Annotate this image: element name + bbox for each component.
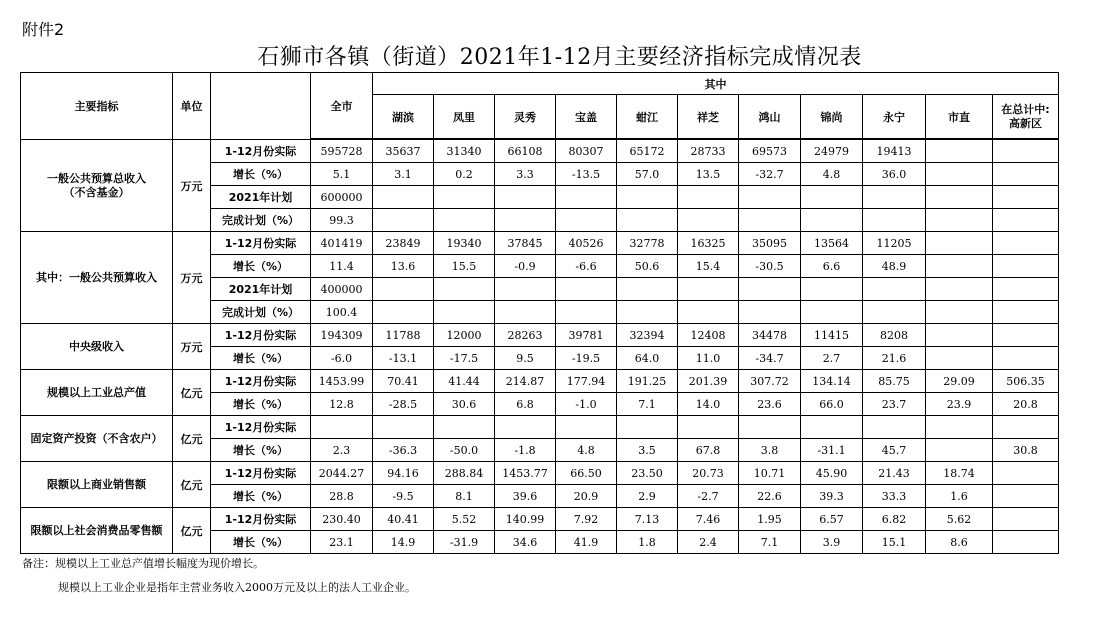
row-label: 增长（%） bbox=[211, 485, 311, 508]
value-cell: -6.0 bbox=[311, 347, 373, 370]
value-cell: 80307 bbox=[556, 140, 617, 163]
table-row bbox=[21, 508, 1059, 531]
indicator-name bbox=[21, 324, 173, 370]
row-label: 1-12月份实际 bbox=[211, 508, 311, 531]
header-town: 永宁 bbox=[863, 95, 926, 139]
row-label: 2021年计划 bbox=[211, 186, 311, 209]
table-row bbox=[21, 140, 1059, 163]
value-cell bbox=[373, 209, 434, 232]
value-cell: 307.72 bbox=[739, 370, 801, 393]
value-cell bbox=[993, 462, 1059, 485]
value-cell: 99.3 bbox=[311, 209, 373, 232]
value-cell: 21.6 bbox=[863, 347, 926, 370]
value-cell: 7.92 bbox=[556, 508, 617, 531]
value-cell: 50.6 bbox=[617, 255, 678, 278]
indicator-name bbox=[21, 462, 173, 508]
value-cell: 2044.27 bbox=[311, 462, 373, 485]
value-cell bbox=[678, 186, 739, 209]
indicator-name-line1: 中央级收入 bbox=[69, 339, 124, 353]
value-cell bbox=[617, 416, 678, 439]
value-cell: -28.5 bbox=[373, 393, 434, 416]
value-cell: -34.7 bbox=[739, 347, 801, 370]
value-cell: 4.8 bbox=[801, 163, 863, 186]
value-cell: 401419 bbox=[311, 232, 373, 255]
row-label: 1-12月份实际 bbox=[211, 370, 311, 393]
value-cell bbox=[373, 278, 434, 301]
header-indicator: 主要指标 bbox=[21, 73, 173, 140]
value-cell bbox=[556, 301, 617, 324]
value-cell bbox=[863, 209, 926, 232]
value-cell: 23.9 bbox=[926, 393, 993, 416]
value-cell: 64.0 bbox=[617, 347, 678, 370]
value-cell: 6.8 bbox=[495, 393, 556, 416]
value-cell: 20.73 bbox=[678, 462, 739, 485]
value-cell: 23849 bbox=[373, 232, 434, 255]
page-title: 石狮市各镇（街道）2021年1-12月主要经济指标完成情况表 bbox=[257, 45, 862, 70]
value-cell: 3.3 bbox=[495, 163, 556, 186]
value-cell bbox=[926, 163, 993, 186]
value-cell: 34.6 bbox=[495, 531, 556, 554]
value-cell: 15.5 bbox=[434, 255, 495, 278]
attachment-label: 附件2 bbox=[22, 20, 65, 39]
value-cell: 134.14 bbox=[801, 370, 863, 393]
value-cell: 33.3 bbox=[863, 485, 926, 508]
value-cell bbox=[495, 301, 556, 324]
value-cell: -19.5 bbox=[556, 347, 617, 370]
header-town: 宝盖 bbox=[556, 95, 617, 139]
value-cell bbox=[801, 301, 863, 324]
value-cell: 8208 bbox=[863, 324, 926, 347]
value-cell: -1.8 bbox=[495, 439, 556, 462]
value-cell: 23.50 bbox=[617, 462, 678, 485]
value-cell: 8.1 bbox=[434, 485, 495, 508]
value-cell: -1.0 bbox=[556, 393, 617, 416]
header-town: 灵秀 bbox=[495, 95, 556, 139]
value-cell bbox=[739, 278, 801, 301]
value-cell: 140.99 bbox=[495, 508, 556, 531]
value-cell bbox=[926, 301, 993, 324]
value-cell: 12000 bbox=[434, 324, 495, 347]
value-cell: 288.84 bbox=[434, 462, 495, 485]
value-cell bbox=[678, 416, 739, 439]
value-cell: 20.9 bbox=[556, 485, 617, 508]
value-cell: 5.62 bbox=[926, 508, 993, 531]
value-cell: 2.3 bbox=[311, 439, 373, 462]
row-label: 1-12月份实际 bbox=[211, 416, 311, 439]
indicator-unit: 万元 bbox=[173, 324, 211, 370]
value-cell bbox=[739, 416, 801, 439]
value-cell bbox=[373, 186, 434, 209]
value-cell bbox=[926, 278, 993, 301]
value-cell: 191.25 bbox=[617, 370, 678, 393]
value-cell: 3.5 bbox=[617, 439, 678, 462]
value-cell bbox=[993, 301, 1059, 324]
value-cell bbox=[801, 278, 863, 301]
value-cell: -13.1 bbox=[373, 347, 434, 370]
value-cell bbox=[863, 278, 926, 301]
row-label: 完成计划（%） bbox=[211, 209, 311, 232]
value-cell: 48.9 bbox=[863, 255, 926, 278]
header-town: 鸿山 bbox=[739, 95, 801, 139]
header-unit: 单位 bbox=[173, 73, 211, 140]
row-label: 2021年计划 bbox=[211, 278, 311, 301]
value-cell: 7.1 bbox=[617, 393, 678, 416]
value-cell: 30.6 bbox=[434, 393, 495, 416]
indicator-unit: 亿元 bbox=[173, 416, 211, 462]
table-row bbox=[21, 232, 1059, 255]
value-cell: 15.4 bbox=[678, 255, 739, 278]
value-cell: 24979 bbox=[801, 140, 863, 163]
value-cell: 66.0 bbox=[801, 393, 863, 416]
value-cell: 28733 bbox=[678, 140, 739, 163]
row-label: 增长（%） bbox=[211, 255, 311, 278]
value-cell: 14.0 bbox=[678, 393, 739, 416]
value-cell: 41.9 bbox=[556, 531, 617, 554]
value-cell bbox=[993, 531, 1059, 554]
value-cell bbox=[495, 416, 556, 439]
value-cell bbox=[993, 485, 1059, 508]
indicator-unit: 亿元 bbox=[173, 370, 211, 416]
value-cell bbox=[863, 301, 926, 324]
value-cell: 13.6 bbox=[373, 255, 434, 278]
value-cell bbox=[617, 186, 678, 209]
value-cell: 19340 bbox=[434, 232, 495, 255]
indicator-name bbox=[21, 370, 173, 416]
value-cell: 22.6 bbox=[739, 485, 801, 508]
value-cell bbox=[434, 186, 495, 209]
value-cell: 11.0 bbox=[678, 347, 739, 370]
value-cell: 28263 bbox=[495, 324, 556, 347]
value-cell: 1.95 bbox=[739, 508, 801, 531]
value-cell: 3.1 bbox=[373, 163, 434, 186]
value-cell: 177.94 bbox=[556, 370, 617, 393]
value-cell bbox=[863, 186, 926, 209]
value-cell: 14.9 bbox=[373, 531, 434, 554]
row-label: 1-12月份实际 bbox=[211, 140, 311, 163]
header-town: 市直 bbox=[926, 95, 993, 139]
value-cell: 13564 bbox=[801, 232, 863, 255]
value-cell: 85.75 bbox=[863, 370, 926, 393]
value-cell bbox=[495, 209, 556, 232]
value-cell: 69573 bbox=[739, 140, 801, 163]
header-city-total: 全市 bbox=[311, 73, 373, 139]
value-cell bbox=[993, 324, 1059, 347]
value-cell: 66108 bbox=[495, 140, 556, 163]
value-cell bbox=[434, 416, 495, 439]
value-cell bbox=[373, 416, 434, 439]
value-cell: 230.40 bbox=[311, 508, 373, 531]
value-cell bbox=[926, 232, 993, 255]
value-cell bbox=[373, 301, 434, 324]
value-cell bbox=[863, 416, 926, 439]
value-cell: 45.7 bbox=[863, 439, 926, 462]
row-label: 1-12月份实际 bbox=[211, 232, 311, 255]
value-cell: 6.6 bbox=[801, 255, 863, 278]
value-cell: -9.5 bbox=[373, 485, 434, 508]
value-cell bbox=[993, 209, 1059, 232]
value-cell: -30.5 bbox=[739, 255, 801, 278]
value-cell bbox=[495, 186, 556, 209]
value-cell bbox=[993, 163, 1059, 186]
value-cell: -31.9 bbox=[434, 531, 495, 554]
value-cell: 201.39 bbox=[678, 370, 739, 393]
value-cell: 12.8 bbox=[311, 393, 373, 416]
row-label: 增长（%） bbox=[211, 393, 311, 416]
header-gaoxin-line1: 在总计中: bbox=[1001, 102, 1050, 116]
value-cell bbox=[993, 347, 1059, 370]
value-cell bbox=[556, 416, 617, 439]
value-cell: 11205 bbox=[863, 232, 926, 255]
value-cell bbox=[556, 186, 617, 209]
value-cell: 67.8 bbox=[678, 439, 739, 462]
header-blank bbox=[211, 73, 311, 140]
value-cell bbox=[739, 209, 801, 232]
value-cell: 6.82 bbox=[863, 508, 926, 531]
value-cell bbox=[617, 209, 678, 232]
indicator-name-line1: 限额以上商业销售额 bbox=[47, 477, 146, 491]
value-cell: 39.3 bbox=[801, 485, 863, 508]
value-cell bbox=[993, 508, 1059, 531]
note-line: 规模以上工业企业是指年主营业务收入2000万元及以上的法人工业企业。 bbox=[58, 581, 416, 594]
value-cell: 23.7 bbox=[863, 393, 926, 416]
indicator-name-line1: 限额以上社会消费品零售额 bbox=[30, 523, 163, 537]
value-cell: 11788 bbox=[373, 324, 434, 347]
value-cell bbox=[993, 416, 1059, 439]
value-cell bbox=[556, 278, 617, 301]
value-cell: 1453.77 bbox=[495, 462, 556, 485]
value-cell: 65172 bbox=[617, 140, 678, 163]
value-cell: 16325 bbox=[678, 232, 739, 255]
value-cell bbox=[926, 209, 993, 232]
value-cell: 7.46 bbox=[678, 508, 739, 531]
value-cell: -32.7 bbox=[739, 163, 801, 186]
value-cell: 32778 bbox=[617, 232, 678, 255]
value-cell bbox=[993, 140, 1059, 163]
value-cell bbox=[311, 416, 373, 439]
value-cell: 36.0 bbox=[863, 163, 926, 186]
value-cell: 2.9 bbox=[617, 485, 678, 508]
indicator-name-line1: 规模以上工业总产值 bbox=[47, 385, 146, 399]
indicator-table bbox=[20, 72, 1059, 554]
value-cell: 20.8 bbox=[993, 393, 1059, 416]
table-row bbox=[21, 324, 1059, 347]
header-town: 凤里 bbox=[434, 95, 495, 139]
value-cell: 31340 bbox=[434, 140, 495, 163]
table-row bbox=[21, 416, 1059, 439]
value-cell: 28.8 bbox=[311, 485, 373, 508]
value-cell bbox=[993, 255, 1059, 278]
value-cell: 13.5 bbox=[678, 163, 739, 186]
value-cell: 30.8 bbox=[993, 439, 1059, 462]
value-cell: 66.50 bbox=[556, 462, 617, 485]
value-cell: -50.0 bbox=[434, 439, 495, 462]
value-cell: 1.6 bbox=[926, 485, 993, 508]
header-gaoxin bbox=[993, 95, 1059, 139]
row-label: 增长（%） bbox=[211, 347, 311, 370]
note-line: 备注：规模以上工业总产值增长幅度为现价增长。 bbox=[22, 557, 264, 570]
value-cell: -13.5 bbox=[556, 163, 617, 186]
value-cell bbox=[993, 186, 1059, 209]
value-cell bbox=[926, 416, 993, 439]
value-cell: 23.1 bbox=[311, 531, 373, 554]
value-cell: 600000 bbox=[311, 186, 373, 209]
value-cell bbox=[926, 186, 993, 209]
value-cell: 8.6 bbox=[926, 531, 993, 554]
value-cell bbox=[926, 255, 993, 278]
value-cell: 214.87 bbox=[495, 370, 556, 393]
value-cell bbox=[617, 301, 678, 324]
value-cell: 5.1 bbox=[311, 163, 373, 186]
value-cell: 6.57 bbox=[801, 508, 863, 531]
value-cell: 2.4 bbox=[678, 531, 739, 554]
header-town: 蚶江 bbox=[617, 95, 678, 139]
value-cell: 11.4 bbox=[311, 255, 373, 278]
value-cell: -36.3 bbox=[373, 439, 434, 462]
header-gaoxin-line2: 高新区 bbox=[1009, 116, 1042, 130]
value-cell: 1453.99 bbox=[311, 370, 373, 393]
value-cell: 7.1 bbox=[739, 531, 801, 554]
indicator-unit: 万元 bbox=[173, 232, 211, 324]
value-cell: -17.5 bbox=[434, 347, 495, 370]
table-row bbox=[21, 462, 1059, 485]
value-cell: 7.13 bbox=[617, 508, 678, 531]
indicator-unit: 亿元 bbox=[173, 508, 211, 554]
value-cell: 506.35 bbox=[993, 370, 1059, 393]
indicator-name-line1: 一般公共预算总收入 bbox=[47, 171, 146, 185]
row-label: 1-12月份实际 bbox=[211, 462, 311, 485]
value-cell bbox=[434, 209, 495, 232]
value-cell: 19413 bbox=[863, 140, 926, 163]
value-cell: 100.4 bbox=[311, 301, 373, 324]
value-cell: 18.74 bbox=[926, 462, 993, 485]
value-cell bbox=[801, 209, 863, 232]
value-cell: 0.2 bbox=[434, 163, 495, 186]
value-cell bbox=[495, 278, 556, 301]
value-cell bbox=[926, 347, 993, 370]
value-cell: 21.43 bbox=[863, 462, 926, 485]
value-cell bbox=[926, 140, 993, 163]
value-cell: -31.1 bbox=[801, 439, 863, 462]
value-cell bbox=[993, 278, 1059, 301]
value-cell bbox=[678, 301, 739, 324]
header-town: 湖滨 bbox=[373, 95, 434, 139]
value-cell bbox=[434, 301, 495, 324]
indicator-name bbox=[21, 508, 173, 554]
value-cell: -2.7 bbox=[678, 485, 739, 508]
value-cell: 37845 bbox=[495, 232, 556, 255]
header-town: 祥芝 bbox=[678, 95, 739, 139]
value-cell: 29.09 bbox=[926, 370, 993, 393]
row-label: 完成计划（%） bbox=[211, 301, 311, 324]
value-cell: 23.6 bbox=[739, 393, 801, 416]
row-label: 1-12月份实际 bbox=[211, 324, 311, 347]
value-cell: 70.41 bbox=[373, 370, 434, 393]
value-cell: 35637 bbox=[373, 140, 434, 163]
value-cell bbox=[678, 278, 739, 301]
header-of-which: 其中 bbox=[373, 73, 1059, 95]
indicator-name-line1: 固定资产投资（不含农户） bbox=[30, 431, 163, 445]
value-cell: 11415 bbox=[801, 324, 863, 347]
row-label: 增长（%） bbox=[211, 439, 311, 462]
value-cell: 39.6 bbox=[495, 485, 556, 508]
value-cell: 400000 bbox=[311, 278, 373, 301]
row-label: 增长（%） bbox=[211, 531, 311, 554]
value-cell: 3.8 bbox=[739, 439, 801, 462]
value-cell bbox=[926, 324, 993, 347]
value-cell bbox=[926, 439, 993, 462]
value-cell: 2.7 bbox=[801, 347, 863, 370]
row-label: 增长（%） bbox=[211, 163, 311, 186]
value-cell: 41.44 bbox=[434, 370, 495, 393]
value-cell: 45.90 bbox=[801, 462, 863, 485]
indicator-unit: 亿元 bbox=[173, 462, 211, 508]
value-cell bbox=[801, 416, 863, 439]
value-cell bbox=[739, 301, 801, 324]
value-cell: -6.6 bbox=[556, 255, 617, 278]
value-cell: -0.9 bbox=[495, 255, 556, 278]
value-cell: 194309 bbox=[311, 324, 373, 347]
value-cell: 3.9 bbox=[801, 531, 863, 554]
notes bbox=[22, 556, 416, 602]
indicator-name-line1: 其中：一般公共预算收入 bbox=[36, 270, 157, 284]
value-cell: 10.71 bbox=[739, 462, 801, 485]
value-cell: 5.52 bbox=[434, 508, 495, 531]
value-cell bbox=[556, 209, 617, 232]
value-cell: 1.8 bbox=[617, 531, 678, 554]
value-cell: 595728 bbox=[311, 140, 373, 163]
table-row bbox=[21, 370, 1059, 393]
value-cell bbox=[617, 278, 678, 301]
value-cell: 94.16 bbox=[373, 462, 434, 485]
indicator-name bbox=[21, 416, 173, 462]
value-cell: 40.41 bbox=[373, 508, 434, 531]
indicator-name bbox=[21, 232, 173, 324]
value-cell bbox=[993, 232, 1059, 255]
indicator-name bbox=[21, 140, 173, 232]
value-cell: 40526 bbox=[556, 232, 617, 255]
value-cell: 15.1 bbox=[863, 531, 926, 554]
value-cell bbox=[739, 186, 801, 209]
indicator-unit: 万元 bbox=[173, 140, 211, 232]
value-cell bbox=[801, 186, 863, 209]
indicator-name-line2: （不含基金） bbox=[63, 185, 130, 199]
value-cell: 35095 bbox=[739, 232, 801, 255]
value-cell: 4.8 bbox=[556, 439, 617, 462]
value-cell: 39781 bbox=[556, 324, 617, 347]
value-cell: 32394 bbox=[617, 324, 678, 347]
header-town: 锦尚 bbox=[801, 95, 863, 139]
value-cell bbox=[434, 278, 495, 301]
value-cell: 12408 bbox=[678, 324, 739, 347]
value-cell bbox=[678, 209, 739, 232]
value-cell: 9.5 bbox=[495, 347, 556, 370]
value-cell: 57.0 bbox=[617, 163, 678, 186]
value-cell: 34478 bbox=[739, 324, 801, 347]
